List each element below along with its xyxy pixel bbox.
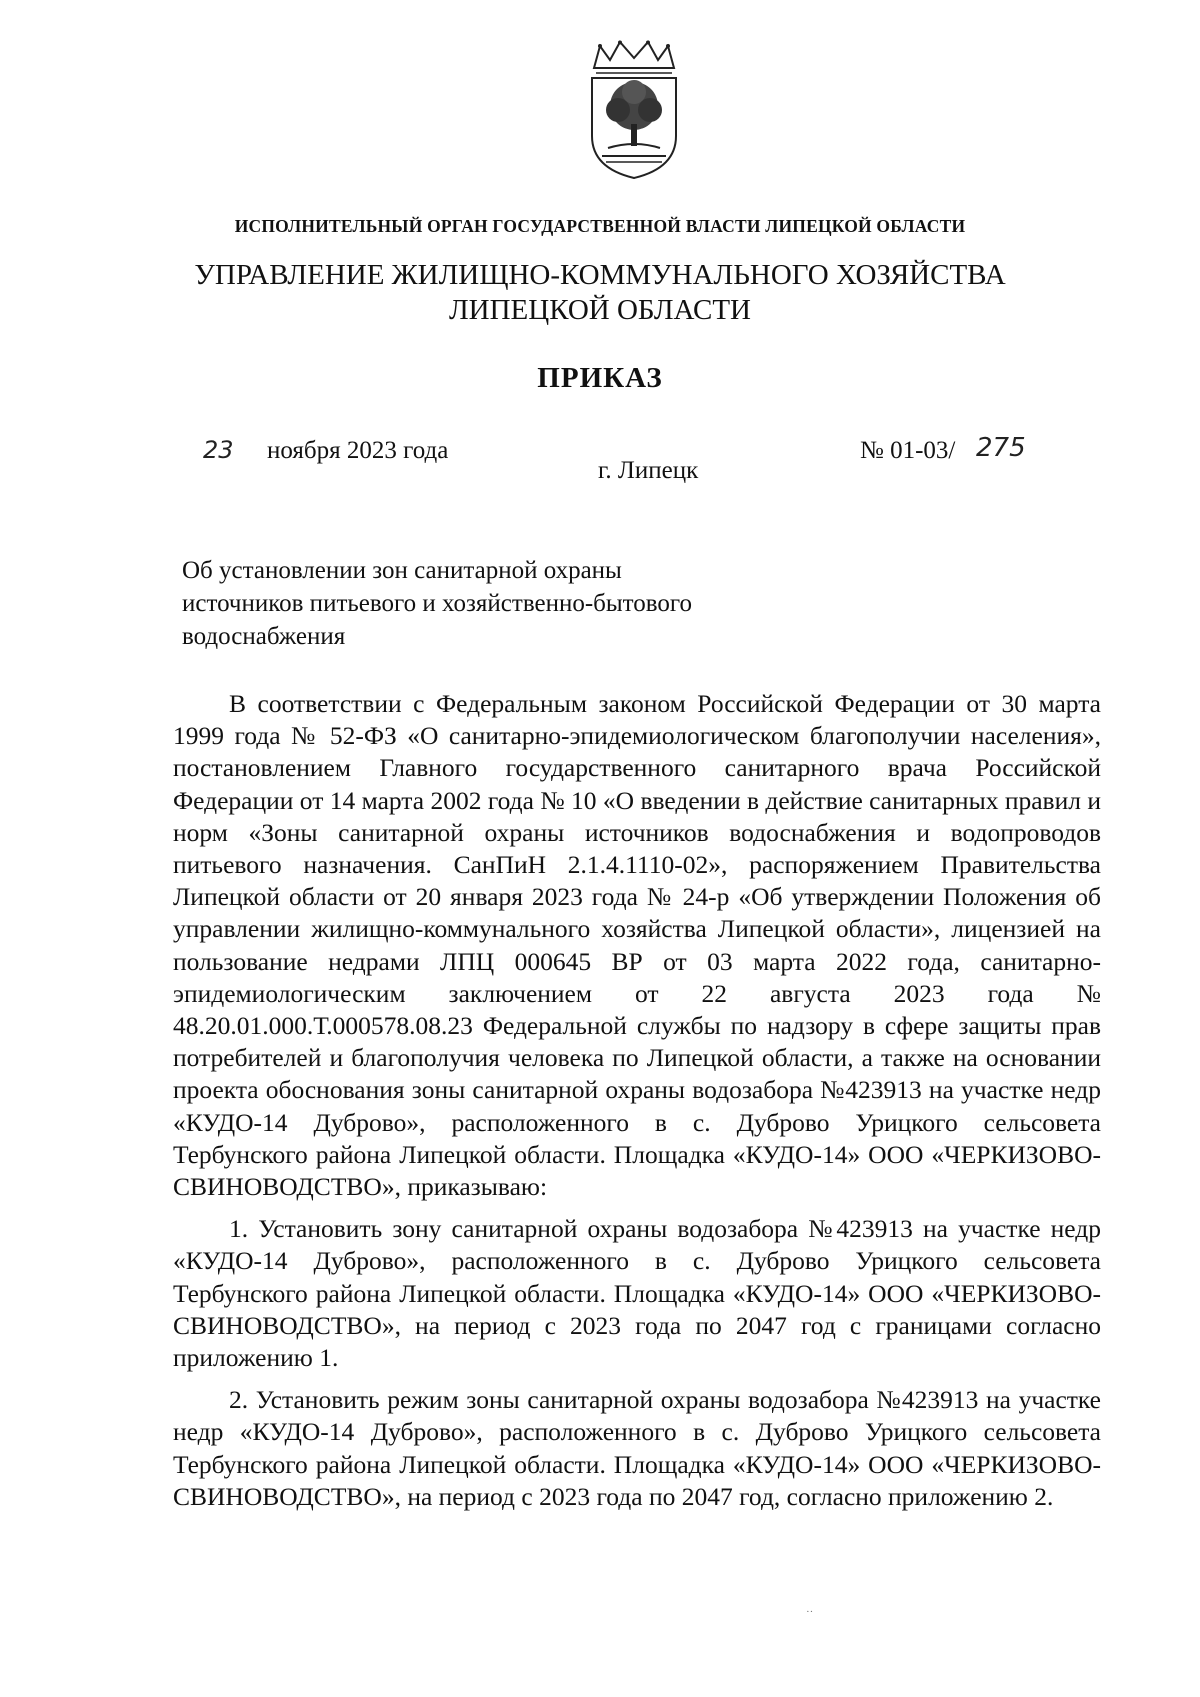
department-line-1: УПРАВЛЕНИЕ ЖИЛИЩНО-КОММУНАЛЬНОГО ХОЗЯЙСТВА [194, 259, 1006, 291]
department-name [0, 258, 1200, 328]
order-subject [182, 554, 822, 653]
authority-name: ИСПОЛНИТЕЛЬНЫЙ ОРГАН ГОСУДАРСТВЕННОЙ ВЛАСТИ ЛИПЕЦКОЙ ОБЛАСТИ [234, 216, 966, 236]
subject-line-1: Об установлении зон санитарной охраны [182, 557, 622, 584]
subject-line-2: источников питьевого и хозяйственно-бытового [182, 590, 693, 617]
department-line-2: ЛИПЕЦКОЙ ОБЛАСТИ [448, 294, 751, 326]
handwritten-date-day: 23 [203, 436, 234, 464]
order-item-2: 2. Установить режим зоны санитарной охраны водозабора №423913 на участке недр «КУДО-14 Дуброво», расположенного в с. Дуброво Урицкого сельсовета Тербунского района Липецкой области. Площадка «КУДО-14» ООО «ЧЕРКИЗОВО-СВИНОВОДСТВО», на период с 2023 года по 2047 год, согласно приложению 2. [173, 1385, 1101, 1511]
coat-of-arms-icon [580, 40, 688, 180]
document-number-prefix: № 01-03/ [860, 437, 956, 464]
order-body [173, 688, 1101, 1513]
handwritten-document-number: 275 [976, 433, 1026, 463]
preamble-paragraph: В соответствии с Федеральным законом Российской Федерации от 30 марта 1999 года № 52-ФЗ «О санитарно-эпидемиологическом благополучии населения», постановлением Главного государственного санитарного врача Российской Федерации от 14 марта 2002 года № 10 «О введении в действие санитарных правил и норм «Зоны санитарной охраны источников водоснабжения и водопроводов питьевого назначения. СанПиН 2.1.4.1110-02», распоряжением Правительства Липецкой области от 20 января 2023 года № 24-р «Об утверждении Положения об управлении жилищно-коммунального хозяйства Липецкой области», лицензией на пользование недрами ЛПЦ 000645 ВР от 03 марта 2022 года, санитарно-эпидемиологическим заключением от 22 августа 2023 года № 48.20.01.000.Т.000578.08.23 Федеральной службы по надзору в сфере защиты прав потребителей и благополучия человека по Липецкой области, а также на основании проекта обоснования зоны санитарной охраны водозабора №423913 на участке недр «КУДО-14 Дуброво», расположенного в с. Дуброво Урицкого сельсовета Тербунского района Липецкой области. Площадка «КУДО-14» ООО «ЧЕРКИЗОВО-СВИНОВОДСТВО», приказываю: [173, 689, 1101, 1202]
document-city: г. Липецк [598, 457, 699, 484]
scan-mark: ·· [806, 1606, 814, 1618]
document-type: ПРИКАЗ [537, 362, 663, 394]
subject-line-3: водоснабжения [182, 623, 346, 650]
order-item-1: 1. Установить зону санитарной охраны водозабора №423913 на участке недр «КУДО-14 Дуброво», расположенного в с. Дуброво Урицкого сельсовета Тербунского района Липецкой области. Площадка «КУДО-14» ООО «ЧЕРКИЗОВО-СВИНОВОДСТВО», на период с 2023 года по 2047 год с границами согласно приложению 1. [173, 1214, 1101, 1373]
document-date: ноября 2023 года [267, 437, 449, 464]
